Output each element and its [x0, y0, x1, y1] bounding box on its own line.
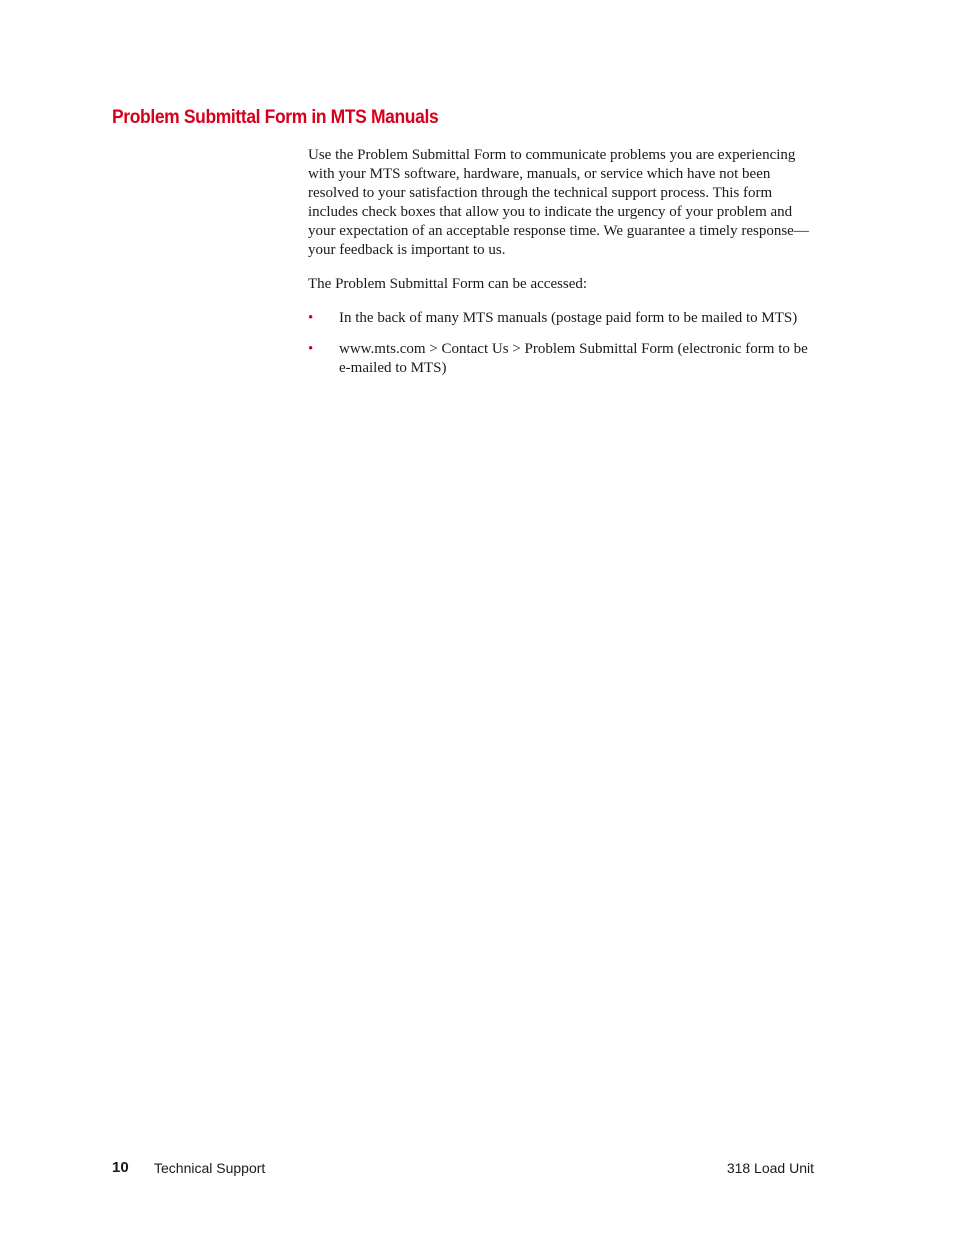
list-item-text: www.mts.com > Contact Us > Problem Submittal Form (electronic form to be e-mailed to MTS) — [339, 341, 808, 376]
bullet-icon: • — [308, 341, 314, 357]
list-item — [308, 309, 818, 328]
section-heading: Problem Submittal Form in MTS Manuals — [112, 107, 439, 128]
body-column — [308, 146, 818, 378]
intro-paragraph: Use the Problem Submittal Form to communicate problems you are experiencing with your MTS software, hardware, manuals, or service which have not been resolved to your satisfaction through the technical support process. This form includes check boxes that allow you to indicate the urgency of your problem and your expectation of an acceptable response time. We guarantee a timely response—your feedback is important to us. — [308, 147, 809, 258]
footer-product-name: 318 Load Unit — [726, 1160, 814, 1176]
bullet-icon: • — [308, 310, 314, 326]
page-footer — [112, 1158, 814, 1178]
list-item-text: In the back of many MTS manuals (postage paid form to be mailed to MTS) — [339, 310, 798, 326]
access-paragraph: The Problem Submittal Form can be accessed: — [308, 276, 588, 292]
access-list — [308, 309, 818, 378]
list-item — [308, 340, 818, 378]
footer-section-name: Technical Support — [154, 1160, 266, 1176]
page-number: 10 — [112, 1159, 129, 1176]
